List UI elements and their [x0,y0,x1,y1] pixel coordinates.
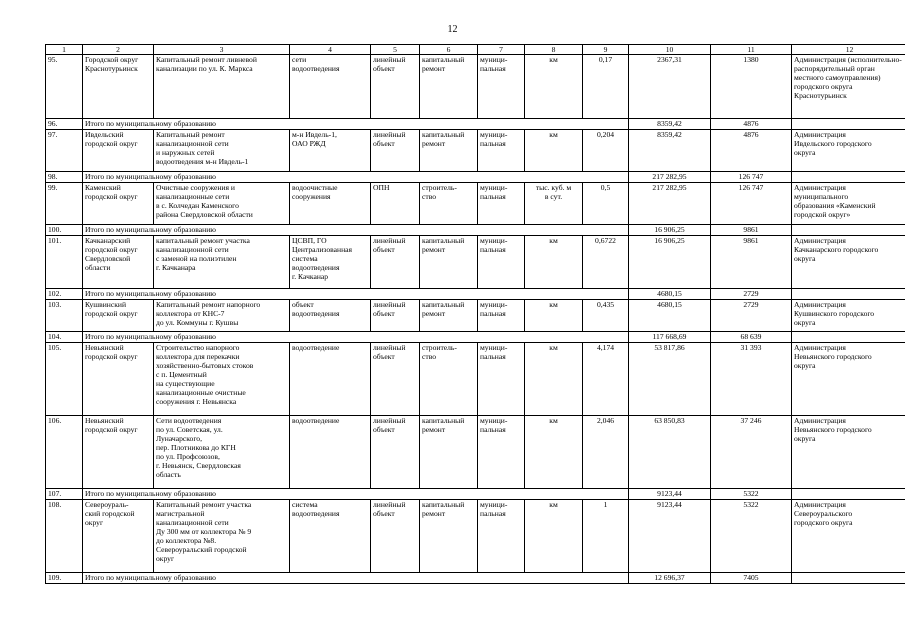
amount-cell: 7405 [711,573,792,584]
row-number-cell: 101. [46,236,83,289]
amount-cell: 9861 [711,225,792,236]
location-cell: объект водоотведения [290,300,371,332]
customer-cell: Администрация Невьянского городского округа [792,416,905,489]
header-cell: 5 [371,45,420,55]
ownership-cell: муници- пальная [478,55,525,119]
category-cell: линейный объект [371,500,420,573]
category-cell: линейный объект [371,130,420,172]
location-cell: водоотведение [290,343,371,416]
category-cell: линейный объект [371,416,420,489]
amount-cell: 1380 [711,55,792,119]
table-row [46,236,905,289]
row-number-cell: 95. [46,55,83,119]
row-number-cell: 97. [46,130,83,172]
cost-cell: 9123,44 [629,489,711,500]
category-cell: линейный объект [371,236,420,289]
location-cell: система водоотведения [290,500,371,573]
amount-cell: 4876 [711,119,792,130]
ownership-cell: муници- пальная [478,130,525,172]
municipality-cell: Каменский городской округ [83,183,154,225]
empty-cell [792,172,905,183]
object-cell: Строительство напорного коллектора для перекачки хозяйственно-бытовых стоков с п. Цементный на существующие канализационные очистные сооружения г. Невьянска [154,343,290,416]
header-cell: 11 [711,45,792,55]
header-cell: 12 [792,45,905,55]
unit-cell: км [525,500,583,573]
amount-cell: 126 747 [711,183,792,225]
capacity-cell: 0,5 [583,183,629,225]
unit-cell: км [525,55,583,119]
row-number-cell: 100. [46,225,83,236]
amount-cell: 5322 [711,500,792,573]
location-cell: водоочистные сооружения [290,183,371,225]
empty-cell [792,332,905,343]
cost-cell: 8359,42 [629,130,711,172]
cost-cell: 4680,15 [629,289,711,300]
table-body [46,45,905,584]
capacity-cell: 0,17 [583,55,629,119]
unit-cell: км [525,416,583,489]
header-cell: 2 [83,45,154,55]
subtotal-row [46,289,905,300]
header-cell: 7 [478,45,525,55]
table-row [46,343,905,416]
capacity-cell: 1 [583,500,629,573]
row-number-cell: 108. [46,500,83,573]
row-number-cell: 106. [46,416,83,489]
work-type-cell: капитальный ремонт [420,55,478,119]
unit-cell: км [525,130,583,172]
amount-cell: 126 747 [711,172,792,183]
cost-cell: 12 696,37 [629,573,711,584]
page-number: 12 [447,24,458,35]
cost-cell: 9123,44 [629,500,711,573]
header-cell: 9 [583,45,629,55]
municipality-cell: Городской округ Краснотурьинск [83,55,154,119]
subtotal-row [46,119,905,130]
work-type-cell: капитальный ремонт [420,416,478,489]
object-cell: Капитальный ремонт участка магистральной канализационной сети Ду 300 мм от коллектора № 9 до коллектора №8. Североуральский городской округ [154,500,290,573]
row-number-cell: 96. [46,119,83,130]
amount-cell: 31 393 [711,343,792,416]
header-cell: 3 [154,45,290,55]
investment-table [45,44,905,584]
cost-cell: 63 850,83 [629,416,711,489]
subtotal-label-cell: Итого по муниципальному образованию [83,172,629,183]
category-cell: ОПН [371,183,420,225]
customer-cell: Администрация Кушвинского городского округа [792,300,905,332]
work-type-cell: строитель- ство [420,343,478,416]
table-row [46,416,905,489]
cost-cell: 217 282,95 [629,183,711,225]
category-cell: линейный объект [371,300,420,332]
ownership-cell: муници- пальная [478,236,525,289]
subtotal-label-cell: Итого по муниципальному образованию [83,119,629,130]
object-cell: капитальный ремонт участка канализационной сети с заменой на полиэтилен г. Качканара [154,236,290,289]
subtotal-row [46,489,905,500]
table-row [46,500,905,573]
unit-cell: км [525,300,583,332]
unit-cell: тыс. куб. м в сут. [525,183,583,225]
capacity-cell: 4,174 [583,343,629,416]
capacity-cell: 0,204 [583,130,629,172]
capacity-cell: 0,435 [583,300,629,332]
amount-cell: 4876 [711,130,792,172]
work-type-cell: строитель- ство [420,183,478,225]
row-number-cell: 107. [46,489,83,500]
cost-cell: 217 282,95 [629,172,711,183]
row-number-cell: 103. [46,300,83,332]
header-cell: 8 [525,45,583,55]
ownership-cell: муници- пальная [478,500,525,573]
row-number-cell: 98. [46,172,83,183]
object-cell: Капитальный ремонт напорного коллектора от КНС-7 до ул. Коммуны г. Кушвы [154,300,290,332]
location-cell: водоотведение [290,416,371,489]
subtotal-row [46,573,905,584]
subtotal-label-cell: Итого по муниципальному образованию [83,332,629,343]
object-cell: Сети водоотведения по ул. Советская, ул. Луначарского, пер. Плотникова до КГН по ул. Профсоюзов, г. Невьянск, Свердловская область [154,416,290,489]
subtotal-label-cell: Итого по муниципальному образованию [83,225,629,236]
cost-cell: 53 817,86 [629,343,711,416]
unit-cell: км [525,343,583,416]
cost-cell: 117 668,69 [629,332,711,343]
amount-cell: 9861 [711,236,792,289]
customer-cell: Администрация Североуральского городского округа [792,500,905,573]
capacity-cell: 0,6722 [583,236,629,289]
header-cell: 6 [420,45,478,55]
empty-cell [792,225,905,236]
subtotal-label-cell: Итого по муниципальному образованию [83,489,629,500]
cost-cell: 8359,42 [629,119,711,130]
customer-cell: Администрация Невьянского городского округа [792,343,905,416]
municipality-cell: Кушвинский городской округ [83,300,154,332]
row-number-cell: 105. [46,343,83,416]
ownership-cell: муници- пальная [478,183,525,225]
subtotal-row [46,225,905,236]
table-row [46,130,905,172]
work-type-cell: капитальный ремонт [420,500,478,573]
subtotal-row [46,172,905,183]
object-cell: Очистные сооружения и канализационные сети в с. Колчедан Каменского района Свердловской области [154,183,290,225]
object-cell: Капитальный ремонт ливневой канализации по ул. К. Маркса [154,55,290,119]
work-type-cell: капитальный ремонт [420,130,478,172]
location-cell: м-н Ивдель-1, ОАО РЖД [290,130,371,172]
row-number-cell: 109. [46,573,83,584]
amount-cell: 37 246 [711,416,792,489]
header-cell: 4 [290,45,371,55]
empty-cell [792,289,905,300]
municipality-cell: Качканарский городской округ Свердловской области [83,236,154,289]
customer-cell: Администрация Ивдельского городского округа [792,130,905,172]
capacity-cell: 2,046 [583,416,629,489]
ownership-cell: муници- пальная [478,416,525,489]
customer-cell: Администрация (исполнительно-распорядительный орган местного самоуправления) городского округа Краснотурьинск [792,55,905,119]
customer-cell: Администрация муниципального образования «Каменский городской округ» [792,183,905,225]
amount-cell: 68 639 [711,332,792,343]
table-row [46,300,905,332]
category-cell: линейный объект [371,55,420,119]
header-cell: 10 [629,45,711,55]
location-cell: сети водоотведения [290,55,371,119]
header-row [46,45,905,55]
row-number-cell: 99. [46,183,83,225]
amount-cell: 5322 [711,489,792,500]
ownership-cell: муници- пальная [478,343,525,416]
subtotal-label-cell: Итого по муниципальному образованию [83,573,629,584]
category-cell: линейный объект [371,343,420,416]
row-number-cell: 102. [46,289,83,300]
object-cell: Капитальный ремонт канализационной сети и наружных сетей водоотведения м-н Ивдель-1 [154,130,290,172]
unit-cell: км [525,236,583,289]
table-row [46,55,905,119]
cost-cell: 4680,15 [629,300,711,332]
municipality-cell: Невьянский городской округ [83,343,154,416]
customer-cell: Администрация Качканарского городского округа [792,236,905,289]
cost-cell: 16 906,25 [629,225,711,236]
work-type-cell: капитальный ремонт [420,300,478,332]
municipality-cell: Невьянский городской округ [83,416,154,489]
cost-cell: 2367,31 [629,55,711,119]
header-cell: 1 [46,45,83,55]
empty-cell [792,119,905,130]
amount-cell: 2729 [711,300,792,332]
ownership-cell: муници- пальная [478,300,525,332]
subtotal-label-cell: Итого по муниципальному образованию [83,289,629,300]
table-row [46,183,905,225]
subtotal-row [46,332,905,343]
empty-cell [792,573,905,584]
row-number-cell: 104. [46,332,83,343]
location-cell: ЦСВП, ГО Централизованная система водоотведения г. Качканар [290,236,371,289]
municipality-cell: Ивдельский городской округ [83,130,154,172]
work-type-cell: капитальный ремонт [420,236,478,289]
cost-cell: 16 906,25 [629,236,711,289]
empty-cell [792,489,905,500]
municipality-cell: Североураль- ский городской округ [83,500,154,573]
amount-cell: 2729 [711,289,792,300]
